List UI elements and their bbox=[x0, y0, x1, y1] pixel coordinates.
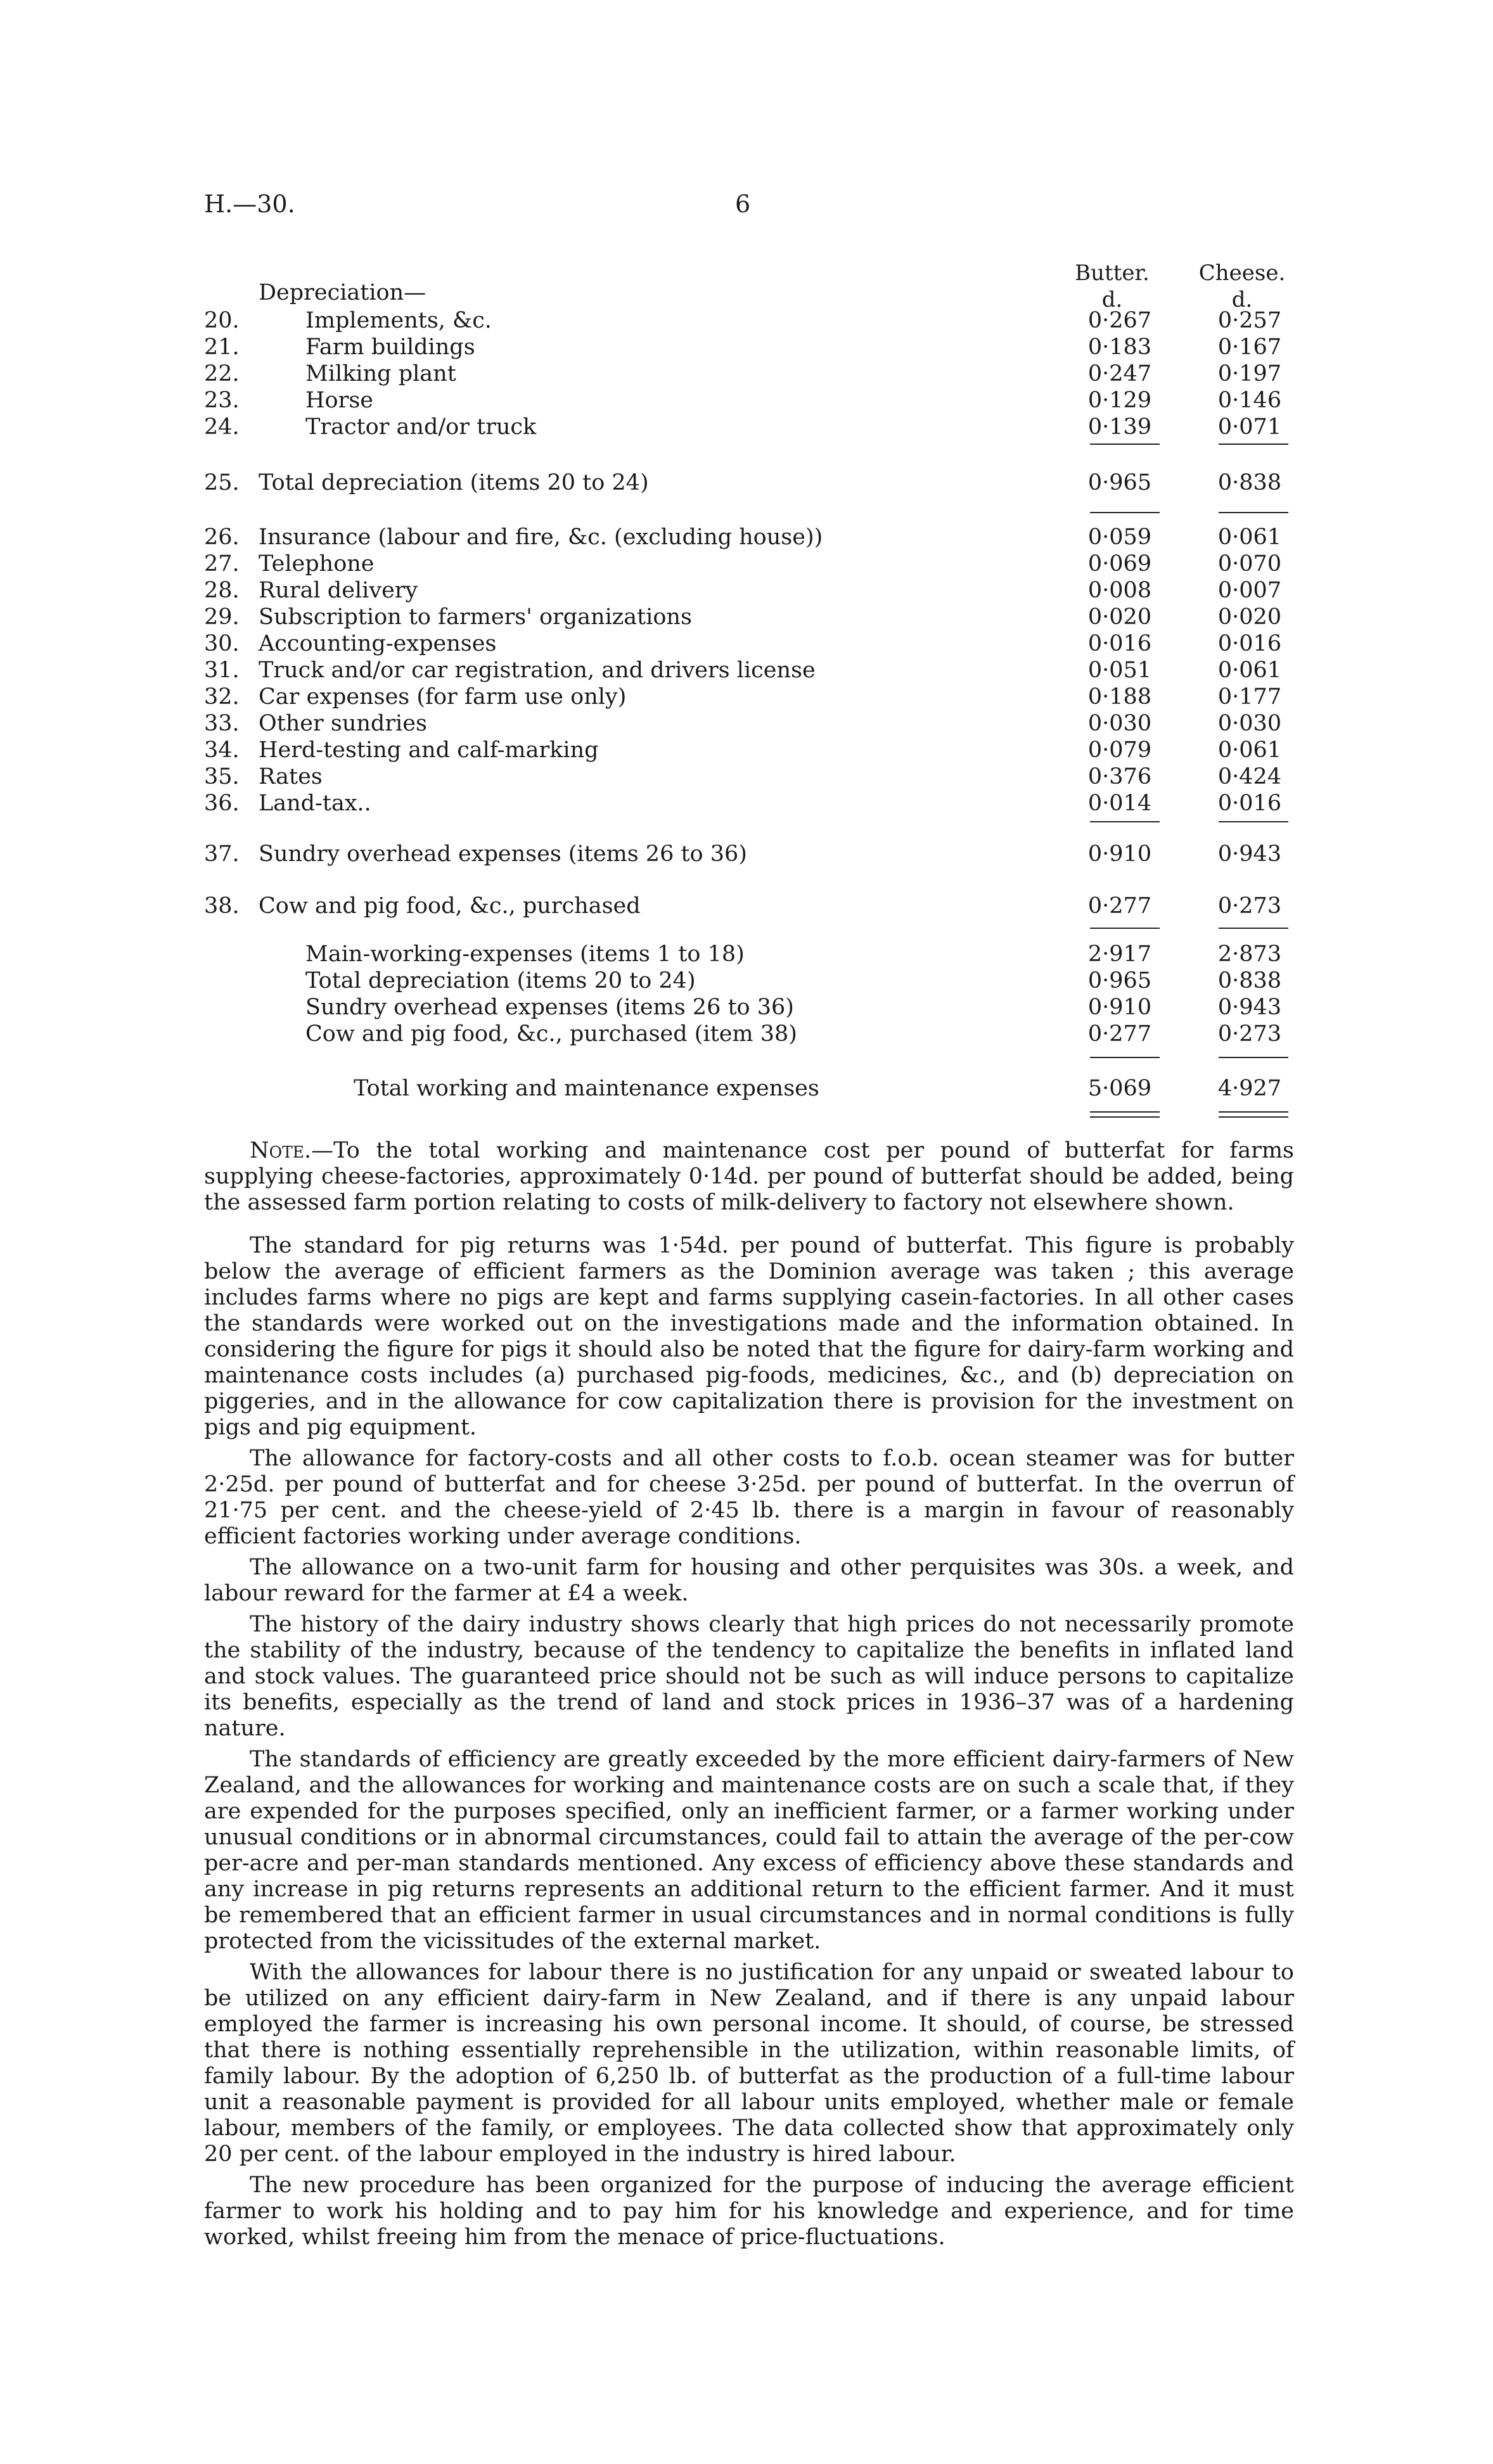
item-label: Car expenses (for farm use only) bbox=[259, 684, 627, 710]
body-paragraph: The history of the dairy industry shows clearly that high prices do not necessarily promote the stability of the industry, because of the tendency to capitalize the benefits in inflated land and stock values. The guaranteed price should not be such as will induce persons to capitalize its benefits, especially as the trend of land and stock prices in 1936–37 was of a hardening nature. bbox=[204, 1612, 1294, 1741]
table-row bbox=[204, 386, 1294, 414]
butter-value: 0·910 bbox=[1087, 841, 1152, 867]
item-label: Insurance (labour and fire, &c. (excluding house)) bbox=[259, 525, 823, 550]
item-label: Cow and pig food, &c., purchased (item 38) bbox=[305, 1021, 797, 1047]
item-number: 36. bbox=[204, 791, 240, 816]
depreciation-total-row bbox=[204, 469, 1294, 497]
butter-value: 0·030 bbox=[1087, 711, 1152, 736]
table-row bbox=[204, 413, 1294, 441]
butter-value: 0·008 bbox=[1087, 578, 1152, 603]
cheese-value: 0·071 bbox=[1217, 414, 1282, 440]
subtotal-rule bbox=[1219, 1057, 1288, 1058]
subtotal-rule bbox=[1090, 1057, 1160, 1058]
item-number: 24. bbox=[204, 414, 240, 440]
cheese-value: 0·943 bbox=[1217, 995, 1282, 1020]
subtotal-rule bbox=[1090, 821, 1160, 822]
butter-value: 0·059 bbox=[1087, 525, 1152, 550]
cheese-value: 0·030 bbox=[1217, 711, 1282, 736]
subtotal-rule bbox=[1219, 821, 1288, 822]
item-label: Total depreciation (items 20 to 24) bbox=[305, 968, 696, 993]
table-row bbox=[204, 550, 1294, 578]
subtotal-rule bbox=[1219, 928, 1288, 929]
cheese-value: 0·838 bbox=[1217, 968, 1282, 993]
item-label: Rural delivery bbox=[259, 578, 418, 603]
item-label: Milking plant bbox=[305, 361, 456, 386]
item-number: 33. bbox=[204, 711, 240, 736]
butter-value: 5·069 bbox=[1087, 1076, 1152, 1101]
item-number: 26. bbox=[204, 525, 240, 550]
note-lead: Note. bbox=[250, 1138, 312, 1163]
cheese-value: 0·016 bbox=[1217, 791, 1282, 816]
summary-row bbox=[204, 1020, 1294, 1048]
cheese-value: 0·424 bbox=[1217, 764, 1282, 789]
page-header bbox=[204, 190, 1294, 228]
item-number: 20. bbox=[204, 308, 240, 333]
summary-row bbox=[204, 940, 1294, 968]
cheese-value: 0·273 bbox=[1217, 893, 1282, 919]
cheese-value: 0·061 bbox=[1217, 737, 1282, 763]
table-row bbox=[204, 307, 1294, 335]
table-row bbox=[204, 763, 1294, 791]
double-rule bbox=[1090, 1111, 1160, 1113]
item-label: Truck and/or car registration, and drivers license bbox=[259, 658, 816, 683]
table-row bbox=[204, 333, 1294, 361]
item-label: Other sundries bbox=[259, 711, 427, 736]
butter-value: 0·188 bbox=[1087, 684, 1152, 710]
grand-total-row bbox=[204, 1075, 1294, 1102]
item-number: 35. bbox=[204, 764, 240, 789]
butter-value: 0·051 bbox=[1087, 658, 1152, 683]
item-number: 29. bbox=[204, 604, 240, 630]
double-rule bbox=[1219, 1111, 1288, 1113]
butter-value: 2·917 bbox=[1087, 942, 1152, 967]
cheese-value: 0·273 bbox=[1217, 1021, 1282, 1047]
note-block bbox=[204, 1138, 1294, 1221]
body-paragraph: With the allowances for labour there is no justification for any unpaid or sweated labour to be utilized on any efficient dairy-farm in New Zealand, and if there is any unpaid labour employed the farmer is increasing his own personal income. It should, of course, be stressed that there is nothing essentially reprehensible in the utilization, within reasonable limits, of family labour. By the adoption of 6,250 lb. of butterfat as the production of a full-time labour unit a reasonable payment is provided for all labour units employed, whether male or female labour, members of the family, or employees. The data collected show that approximately only 20 per cent. of the labour employed in the industry is hired labour. bbox=[204, 1960, 1294, 2167]
item-label: Accounting-expenses bbox=[259, 631, 497, 656]
item-number: 34. bbox=[204, 737, 240, 763]
subtotal-rule bbox=[1090, 512, 1160, 513]
double-rule bbox=[1219, 1116, 1288, 1118]
item-label: Tractor and/or truck bbox=[305, 414, 537, 440]
item-number: 27. bbox=[204, 551, 240, 577]
food-row bbox=[204, 892, 1294, 920]
note-paragraph bbox=[204, 1138, 1294, 1216]
cheese-value: 0·257 bbox=[1217, 308, 1282, 333]
table-row bbox=[204, 603, 1294, 631]
subtotal-rule bbox=[1219, 512, 1288, 513]
body-paragraph: The standards of efficiency are greatly exceeded by the more efficient dairy-farmers of New Zealand, and the allowances for working and maintenance costs are on such a scale that, if they are expended for the purposes specified, only an inefficient farmer, or a farmer working under unusual conditions or in abnormal circumstances, could fail to attain the average of the per-cow per-acre and per-man standards mentioned. Any excess of efficiency above these standards and any increase in pig returns represents an additional return to the efficient farmer. And it must be remembered that an efficient farmer in usual circumstances and in normal conditions is fully protected from the vicissitudes of the external market. bbox=[204, 1747, 1294, 1954]
item-number: 21. bbox=[204, 335, 240, 360]
cheese-value: 2·873 bbox=[1217, 942, 1282, 967]
item-number: 32. bbox=[204, 684, 240, 710]
item-label: Telephone bbox=[259, 551, 375, 577]
body-paragraph: The new procedure has been organized for the purpose of inducing the average efficient farmer to work his holding and to pay him for his knowledge and experience, and for time worked, whilst freeing him from the menace of price-fluctuations. bbox=[204, 2173, 1294, 2250]
table-row bbox=[204, 710, 1294, 737]
item-label: Rates bbox=[259, 764, 323, 789]
body-text bbox=[204, 1233, 1294, 2256]
cheese-value: 4·927 bbox=[1217, 1076, 1282, 1101]
item-label: Total working and maintenance expenses bbox=[354, 1076, 819, 1101]
subtotal-rule bbox=[1090, 928, 1160, 929]
butter-value: 0·910 bbox=[1087, 995, 1152, 1020]
butter-value: 0·277 bbox=[1087, 1021, 1152, 1047]
item-label: Subscription to farmers' organizations bbox=[259, 604, 692, 630]
summary-row bbox=[204, 967, 1294, 995]
table-row bbox=[204, 577, 1294, 604]
butter-unit: d. bbox=[1101, 287, 1123, 312]
item-label: Farm buildings bbox=[305, 335, 475, 360]
butter-value: 0·267 bbox=[1087, 308, 1152, 333]
item-number: 31. bbox=[204, 658, 240, 683]
subtotal-rule bbox=[1219, 444, 1288, 445]
butter-value: 0·247 bbox=[1087, 361, 1152, 386]
depreciation-heading: Depreciation— bbox=[259, 280, 426, 305]
item-number: 22. bbox=[204, 361, 240, 386]
table-row bbox=[204, 656, 1294, 684]
cheese-value: 0·167 bbox=[1217, 335, 1282, 360]
cheese-value: 0·838 bbox=[1217, 470, 1282, 495]
butter-value: 0·376 bbox=[1087, 764, 1152, 789]
item-label: Main-working-expenses (items 1 to 18) bbox=[305, 942, 745, 967]
butter-column-heading: Butter. bbox=[1075, 260, 1150, 286]
item-label: Total depreciation (items 20 to 24) bbox=[259, 470, 649, 495]
table-row bbox=[204, 789, 1294, 817]
butter-value: 0·016 bbox=[1087, 631, 1152, 656]
cheese-value: 0·007 bbox=[1217, 578, 1282, 603]
butter-value: 0·183 bbox=[1087, 335, 1152, 360]
cheese-value: 0·146 bbox=[1217, 388, 1282, 413]
table-row bbox=[204, 630, 1294, 658]
cheese-value: 0·016 bbox=[1217, 631, 1282, 656]
butter-value: 0·965 bbox=[1087, 470, 1152, 495]
item-label: Implements, &c. bbox=[305, 308, 492, 333]
butter-value: 0·965 bbox=[1087, 968, 1152, 993]
table-row bbox=[204, 360, 1294, 388]
subtotal-rule bbox=[1090, 444, 1160, 445]
cheese-column-heading: Cheese. bbox=[1198, 260, 1286, 286]
double-rule bbox=[1090, 1116, 1160, 1118]
page-number: 6 bbox=[735, 190, 751, 218]
cheese-unit: d. bbox=[1231, 287, 1253, 312]
table-row bbox=[204, 736, 1294, 764]
item-label: Herd-testing and calf-marking bbox=[259, 737, 599, 763]
cheese-value: 0·943 bbox=[1217, 841, 1282, 867]
note-text: —To the total working and maintenance cost per pound of butterfat for farms supplying cheese-factories, approximately 0·14d. per pound of butterfat should be added, being the assessed farm portion relating to costs of milk-delivery to factory not elsewhere shown. bbox=[204, 1138, 1294, 1215]
item-label: Sundry overhead expenses (items 26 to 36) bbox=[305, 995, 794, 1020]
cheese-value: 0·070 bbox=[1217, 551, 1282, 577]
butter-value: 0·139 bbox=[1087, 414, 1152, 440]
item-label: Horse bbox=[305, 388, 373, 413]
butter-value: 0·014 bbox=[1087, 791, 1152, 816]
item-number: 37. bbox=[204, 841, 240, 867]
item-label: Sundry overhead expenses (items 26 to 36) bbox=[259, 841, 747, 867]
body-paragraph: The allowance on a two-unit farm for housing and other perquisites was 30s. a week, and labour reward for the farmer at £4 a week. bbox=[204, 1555, 1294, 1606]
butter-value: 0·079 bbox=[1087, 737, 1152, 763]
cheese-value: 0·177 bbox=[1217, 684, 1282, 710]
summary-row bbox=[204, 993, 1294, 1021]
item-number: 28. bbox=[204, 578, 240, 603]
butter-value: 0·069 bbox=[1087, 551, 1152, 577]
item-number: 38. bbox=[204, 893, 240, 919]
body-paragraph: The standard for pig returns was 1·54d. per pound of butterfat. This figure is probably below the average of efficient farmers as the Dominion average was taken ; this average includes farms where no pigs are kept and farms supplying casein-factories. In all other cases the standards were worked out on the investigations made and the information obtained. In considering the figure for pigs it should also be noted that the figure for dairy-farm working and maintenance costs includes (a) purchased pig-foods, medicines, &c., and (b) depreciation on piggeries, and in the allowance for cow capitalization there is provision for the investment on pigs and pig equipment. bbox=[204, 1233, 1294, 1440]
table-row bbox=[204, 523, 1294, 551]
butter-value: 0·277 bbox=[1087, 893, 1152, 919]
cheese-value: 0·061 bbox=[1217, 658, 1282, 683]
cheese-value: 0·020 bbox=[1217, 604, 1282, 630]
butter-value: 0·129 bbox=[1087, 388, 1152, 413]
item-number: 25. bbox=[204, 470, 240, 495]
item-label: Land-tax.. bbox=[259, 791, 371, 816]
sundry-total-row bbox=[204, 840, 1294, 868]
body-paragraph: The allowance for factory-costs and all other costs to f.o.b. ocean steamer was for butter 2·25d. per pound of butterfat and for cheese 3·25d. per pound of butterfat. In the overrun of 21·75 per cent. and the cheese-yield of 2·45 lb. there is a margin in favour of reasonably efficient factories working under average conditions. bbox=[204, 1446, 1294, 1549]
table-row bbox=[204, 683, 1294, 711]
item-label: Cow and pig food, &c., purchased bbox=[259, 893, 641, 919]
document-reference: H.—30. bbox=[204, 190, 295, 218]
item-number: 30. bbox=[204, 631, 240, 656]
butter-value: 0·020 bbox=[1087, 604, 1152, 630]
item-number: 23. bbox=[204, 388, 240, 413]
cheese-value: 0·197 bbox=[1217, 361, 1282, 386]
cheese-value: 0·061 bbox=[1217, 525, 1282, 550]
